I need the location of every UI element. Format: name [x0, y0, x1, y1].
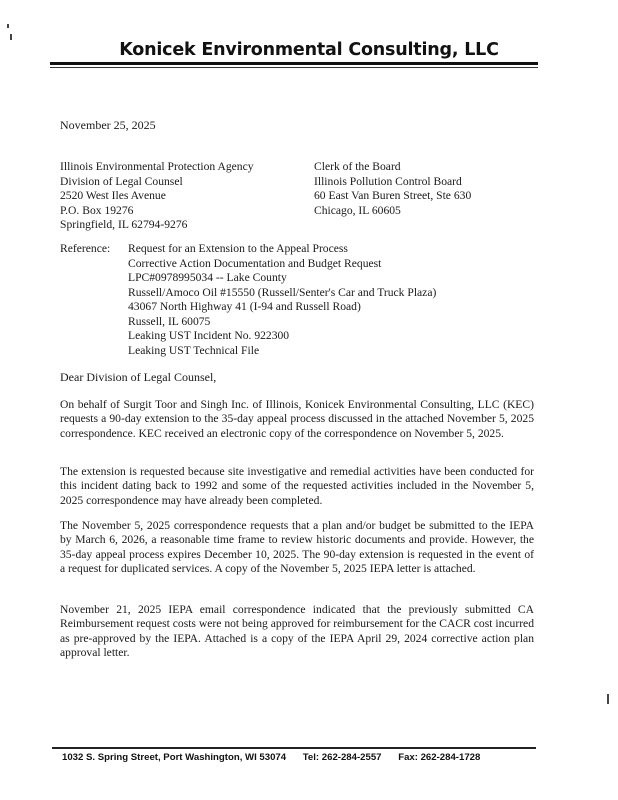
- address-line: Chicago, IL 60605: [314, 203, 401, 217]
- footer-contact: [62, 752, 494, 763]
- reference-line: Leaking UST Technical File: [128, 343, 260, 357]
- body-paragraph-4: November 21, 2025 IEPA email correspondence indicated that the previously submitted CA Reimbursement request costs were not being approved for reimbursement for the CACR cost incurred as pre-approved by the IEPA. Attached is a copy of the IEPA April 29, 2024 corrective action plan approval letter.: [60, 603, 534, 660]
- reference-lines: [128, 242, 436, 358]
- footer-phone: Tel: 262-284-2557: [302, 752, 382, 763]
- reference-line: Leaking UST Incident No. 922300: [128, 329, 290, 342]
- letterhead-rule-thin: [50, 67, 538, 68]
- letter-date: November 25, 2025: [60, 118, 156, 132]
- scan-mark: [7, 24, 9, 28]
- footer-rule: [52, 747, 536, 749]
- footer-fax: Fax: 262-284-1728: [398, 752, 481, 763]
- address-line: Illinois Environmental Protection Agency: [60, 160, 254, 173]
- scan-mark: [607, 694, 609, 704]
- address-line: 60 East Van Buren Street, Ste 630: [314, 189, 472, 202]
- reference-line: 43067 North Highway 41 (I-94 and Russell Road): [128, 300, 361, 313]
- recipient-address-right: [314, 160, 471, 218]
- body-paragraph-1: On behalf of Surgit Toor and Singh Inc. of Illinois, Konicek Environmental Consulting, LLC (KEC) requests a 90-day extension to the 35-day appeal process discussed in the attached November 5, 2025 correspondence. KEC received an electronic copy of the correspondence on November 5, 2025.: [60, 398, 534, 440]
- letterhead-company-name: Konicek Environmental Consulting, LLC: [119, 40, 499, 60]
- salutation: Dear Division of Legal Counsel,: [60, 370, 217, 384]
- address-line: Division of Legal Counsel: [60, 174, 183, 188]
- address-line: P.O. Box 19276: [60, 203, 134, 217]
- reference-label: Reference:: [60, 242, 111, 255]
- body-paragraph-2: The extension is requested because site investigative and remedial activities have been conducted for this incident dating back to 1992 and some of the requested activities included in the November 5, 2025 correspondence may have already been completed.: [60, 465, 534, 507]
- footer-address: 1032 S. Spring Street, Port Washington, WI 53074: [62, 752, 287, 763]
- letterhead-rule: [50, 62, 538, 65]
- body-paragraph-3: The November 5, 2025 correspondence requests that a plan and/or budget be submitted to the IEPA by March 6, 2026, a reasonable time frame to review historic documents and provide. However, the 35-day appeal process expires December 10, 2025. The 90-day extension is requested in the event of a request for duplicated services. A copy of the November 5, 2025 IEPA letter is attached.: [60, 519, 534, 576]
- recipient-address-left: [60, 160, 254, 233]
- address-line: Springfield, IL 62794-9276: [60, 218, 188, 231]
- reference-line: Corrective Action Documentation and Budget Request: [128, 256, 382, 270]
- address-line: Illinois Pollution Control Board: [314, 174, 462, 188]
- address-line: 2520 West Iles Avenue: [60, 189, 166, 202]
- reference-line: Russell/Amoco Oil #15550 (Russell/Senter's Car and Truck Plaza): [128, 285, 437, 299]
- reference-line: Request for an Extension to the Appeal Process: [128, 242, 348, 255]
- reference-line: Russell, IL 60075: [128, 314, 211, 328]
- reference-line: LPC#0978995034 -- Lake County: [128, 271, 287, 284]
- address-line: Clerk of the Board: [314, 160, 401, 173]
